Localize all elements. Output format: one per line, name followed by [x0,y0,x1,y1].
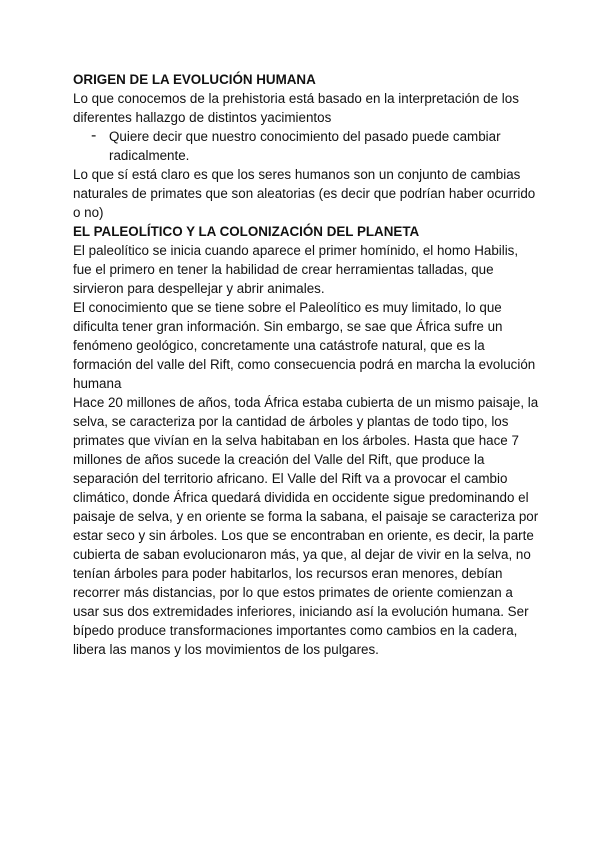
paragraph: Lo que sí está claro es que los seres humanos son un conjunto de cambias naturales de primates que son aleatorias (es decir que podrían haber ocurrido o no) [73,167,536,220]
paragraph: El paleolítico se inicia cuando aparece el primer homínido, el homo Habilis, fue el primero en tener la habilidad de crear herramientas talladas, que sirvieron para despellejar y abrir animales. [73,243,519,296]
section-origen [73,70,540,222]
section-heading: ORIGEN DE LA EVOLUCIÓN HUMANA [73,72,316,87]
bullet-list [73,127,540,165]
list-item [91,127,540,165]
section-heading: EL PALEOLÍTICO Y LA COLONIZACIÓN DEL PLANETA [73,224,420,239]
list-item-text: Quiere decir que nuestro conocimiento del pasado puede cambiar radicalmente. [109,129,501,163]
dash-bullet: - [91,127,97,144]
section-paleolitico [73,222,540,659]
paragraph: El conocimiento que se tiene sobre el Paleolítico es muy limitado, lo que dificulta tener gran información. Sin embargo, se sae que África sufre un fenómeno geológico, concretamente una catástrofe natural, que es la formación del valle del Rift, como consecuencia podrá en marcha la evolución humana [73,300,536,391]
paragraph: Hace 20 millones de años, toda África estaba cubierta de un mismo paisaje, la selva, se caracteriza por la cantidad de árboles y plantas de todo tipo, los primates que vivían en la selva habitaban en los árboles. Hasta que hace 7 millones de años sucede la creación del Valle del Rift, que produce la separación del territorio africano. El Valle del Rift va a provocar el cambio climático, donde África quedará dividida en occidente sigue predominando el paisaje de selva, y en oriente se forma la sabana, el paisaje se caracteriza por estar seco y sin árboles. Los que se encontraban en oriente, es decir, la parte cubierta de saban evolucionaron más, ya que, al dejar de vivir en la selva, no tenían árboles para poder habitarlos, los recursos eran menores, debían recorrer más distancias, por lo que estos primates de oriente comienzan a usar sus dos extremidades inferiores, iniciando así la evolución humana. Ser bípedo produce transformaciones importantes como cambios en la cadera, libera las manos y los movimientos de los pulgares. [73,395,539,657]
paragraph: Lo que conocemos de la prehistoria está basado en la interpretación de los diferentes hallazgo de distintos yacimientos [73,91,519,125]
